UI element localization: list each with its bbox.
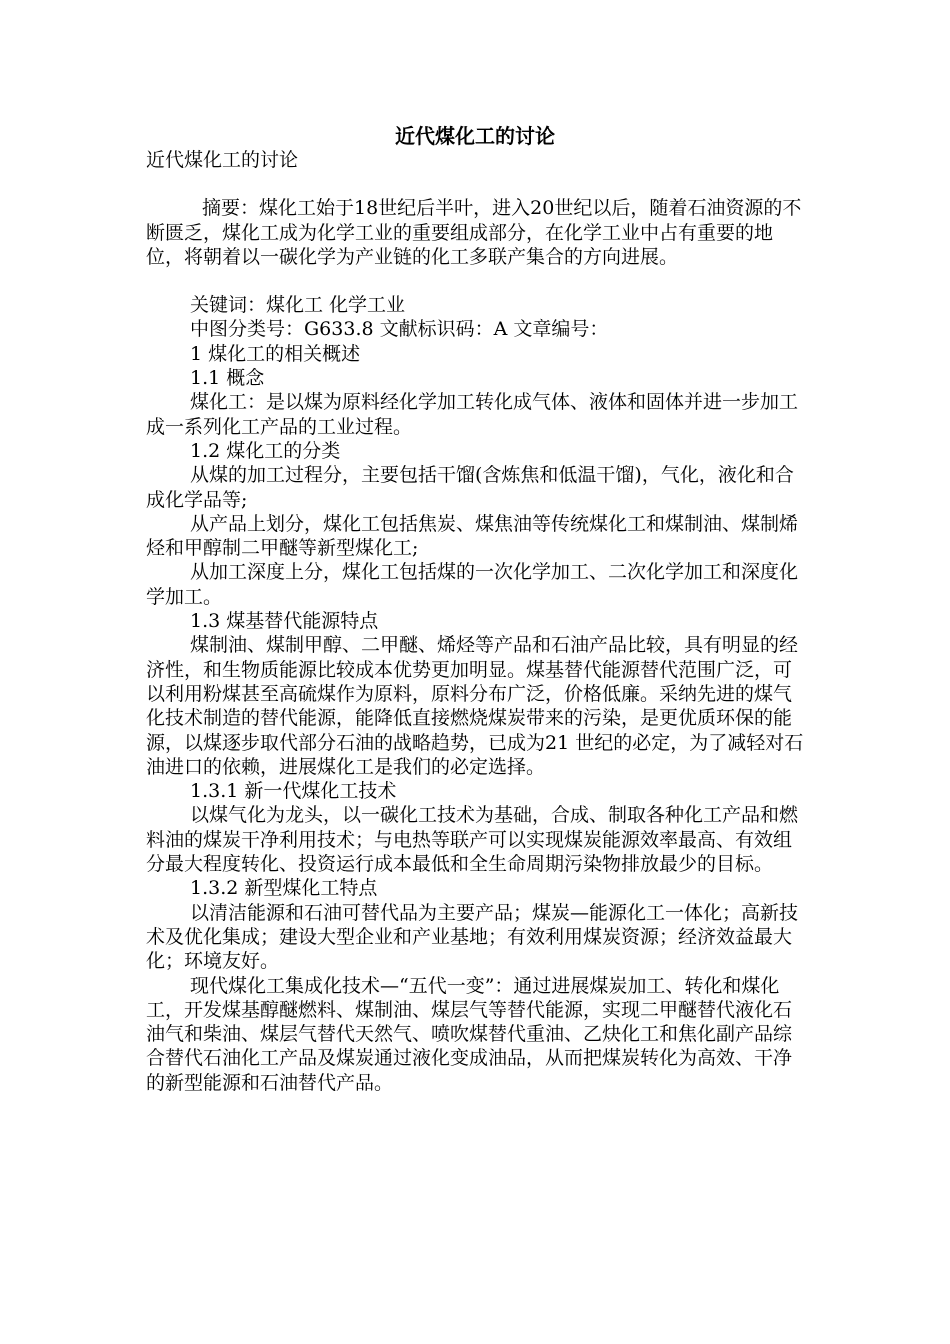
- body-paragraph: 煤制油、煤制甲醇、二甲醚、烯烃等产品和石油产品比较，具有明显的经济性，和生物质能源比较成本优势更加明显。煤基替代能源替代范围广泛，可以利用粉煤甚至高硫煤作为原料，原料分布广泛，价格低廉。采纳先进的煤气化技术制造的替代能源，能降低直接燃烧煤炭带来的污染，是更优质环保的能源，以煤逐步取代部分石油的战略趋势，已成为21 世纪的必定，为了减轻对石油进口的依赖，进展煤化工是我们的必定选择。: [146, 634, 804, 778]
- keywords-line: 关键词：煤化工 化学工业: [190, 294, 406, 317]
- body-paragraph: 从产品上划分，煤化工包括焦炭、煤焦油等传统煤化工和煤制油、煤制烯烃和甲醇制二甲醚等新型煤化工;: [146, 512, 799, 560]
- classification-line: 中图分类号：G633.8 文献标识码：A 文章编号：: [190, 318, 609, 341]
- body-paragraph: 煤化工：是以煤为原料经化学加工转化成气体、液体和固体并进一步加工成一系列化工产品的工业过程。: [146, 391, 799, 438]
- document-title: 近代煤化工的讨论: [395, 124, 555, 148]
- body-paragraph: 现代煤化工集成化技术—“五代一变”：通过进展煤炭加工、转化和煤化工，开发煤基醇醚燃料、煤制油、煤层气等替代能源，实现二甲醚替代液化石油气和柴油、煤层气替代天然气、喷吹煤替代重油、乙炔化工和焦化副产品综合替代石油化工产品及煤炭通过液化变成油品，从而把煤炭转化为高效、干净的新型能源和石油替代产品。: [146, 974, 793, 1094]
- abstract-paragraph: 摘要：煤化工始于18世纪后半叶，进入20世纪以后，随着石油资源的不断匮乏，煤化工成为化学工业的重要组成部分，在化学工业中占有重要的地位，将朝着以一碳化学为产业链的化工多联产集合的方向进展。: [146, 197, 802, 268]
- body-paragraph: 以清洁能源和石油可替代品为主要产品；煤炭—能源化工一体化；高新技术及优化集成；建设大型企业和产业基地；有效利用煤炭资源；经济效益最大化；环境友好。: [146, 901, 799, 973]
- document-body: [146, 148, 806, 1095]
- section-heading: 1.3 煤基替代能源特点: [190, 610, 379, 633]
- body-paragraph: 从煤的加工过程分，主要包括干馏(含炼焦和低温干馏)，气化，液化和合成化学品等;: [146, 464, 794, 511]
- document-subtitle: 近代煤化工的讨论: [146, 149, 299, 171]
- section-heading: 1.2 煤化工的分类: [190, 439, 341, 462]
- section-heading: 1 煤化工的相关概述: [190, 342, 361, 365]
- section-heading: 1.1 概念: [190, 367, 265, 390]
- body-paragraph: 以煤气化为龙头，以一碳化工技术为基础，合成、制取各种化工产品和燃料油的煤炭干净利用技术；与电热等联产可以实现煤炭能源效率最高、有效组分最大程度转化、投资运行成本最低和全生命周期污染物排放最少的目标。: [146, 804, 799, 876]
- section-heading: 1.3.1 新一代煤化工技术: [190, 780, 397, 803]
- body-paragraph: 从加工深度上分，煤化工包括煤的一次化学加工、二次化学加工和深度化学加工。: [146, 561, 799, 608]
- section-heading: 1.3.2 新型煤化工特点: [190, 877, 378, 900]
